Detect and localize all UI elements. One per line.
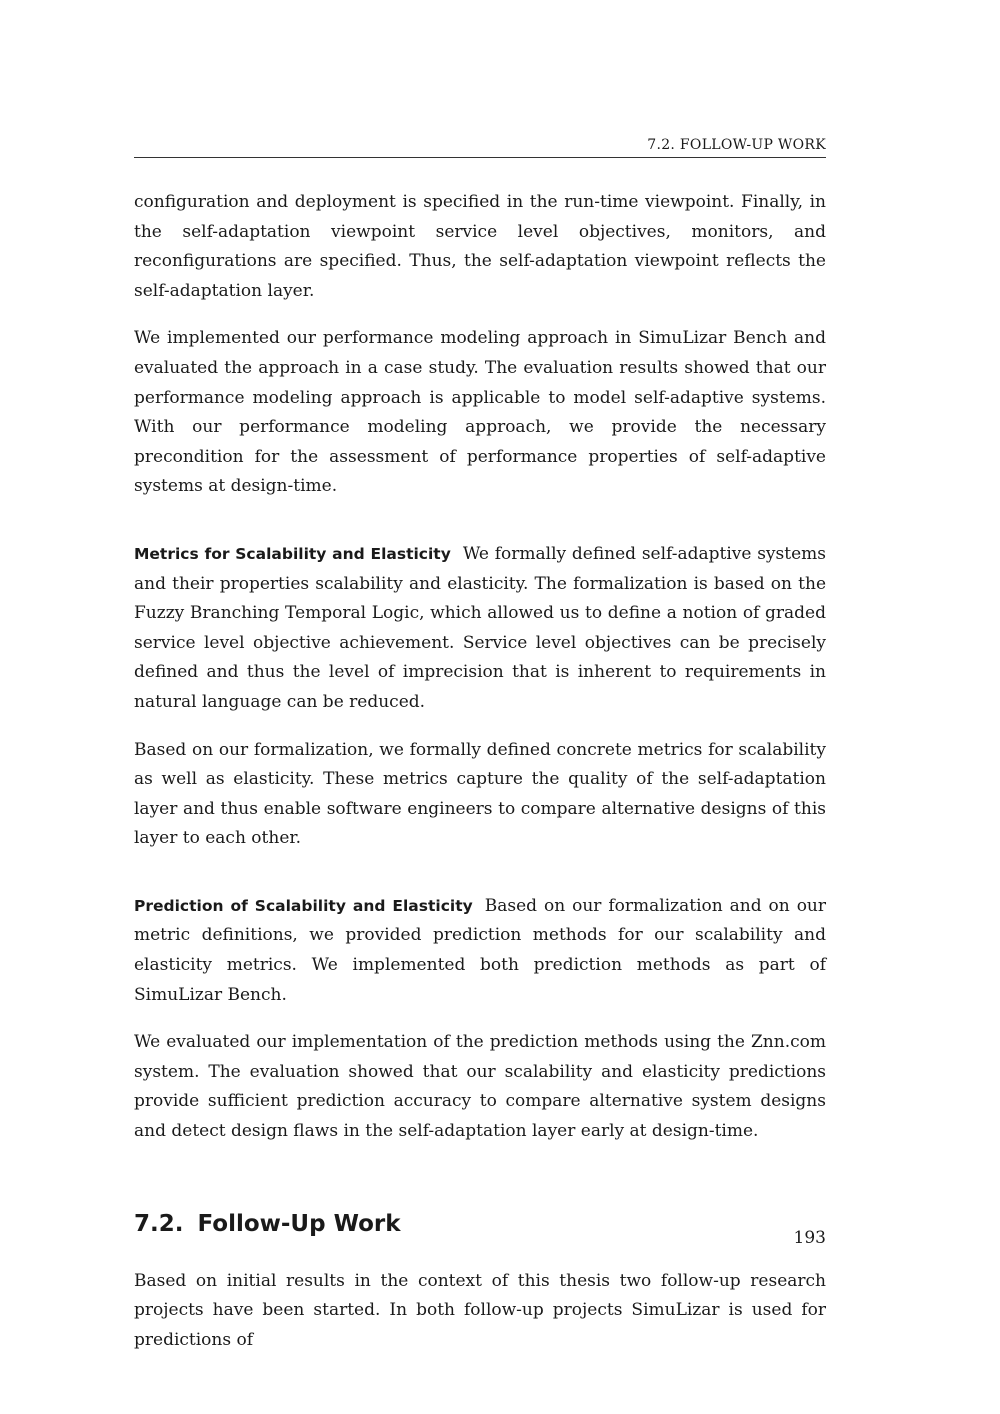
prediction-run-in-heading: Prediction of Scalability and Elasticity: [134, 896, 473, 915]
body-paragraph: We implemented our performance modeling approach in SimuLizar Bench and evaluated the approach in a case study. The evaluation results showed that our performance modeling approach is applicable to model self-adaptive systems. With our performance modeling approach, we provide the necessary precondition for the assessment of performance properties of self-adaptive systems at design-time.: [134, 328, 826, 497]
running-header-title: 7.2. FOLLOW-UP WORK: [647, 137, 826, 153]
body-paragraph: Based on our formalization, we formally defined concrete metrics for scalability as well as elasticity. These metrics capture the quality of the self-adaptation layer and thus enable software engineers to compare alternative designs of this layer to each other.: [134, 739, 826, 849]
section-heading: [134, 1209, 826, 1239]
section-number: 7.2.: [134, 1210, 184, 1237]
metrics-paragraph: [134, 540, 826, 718]
body-paragraph: configuration and deployment is specified in the run-time viewpoint. Finally, in the self-adaptation viewpoint service level objectives, monitors, and reconfigurations are specified. Thus, the self-adaptation viewpoint reflects the self-adaptation layer.: [134, 192, 826, 301]
page-body: [134, 188, 826, 1355]
body-paragraph: We evaluated our implementation of the prediction methods using the Znn.com system. The evaluation showed that our scalability and elasticity predictions provide sufficient prediction accuracy to compare alternative system designs and detect design flaws in the self-adaptation layer early at design-time.: [134, 1032, 826, 1142]
prediction-paragraph: [134, 892, 826, 1010]
metrics-paragraph-text: We formally defined self-adaptive systems and their properties scalability and elasticity. The formalization is based on the Fuzzy Branching Temporal Logic, which allowed us to define a notion of graded service level objective achievement. Service level objectives can be precisely defined and thus the level of imprecision that is inherent to requirements in natural language can be reduced.: [134, 543, 826, 712]
body-paragraph: Based on initial results in the context of this thesis two follow-up research projects have been started. In both follow-up projects SimuLizar is used for predictions of: [134, 1270, 826, 1350]
running-header: [134, 136, 826, 158]
section-title: Follow-Up Work: [197, 1210, 401, 1237]
page-number: 193: [793, 1228, 826, 1248]
prediction-paragraph-text: Based on our formalization and on our metric definitions, we provided prediction methods for our scalability and elasticity metrics. We implemented both prediction methods as part of SimuLizar Bench.: [134, 895, 827, 1005]
metrics-run-in-heading: Metrics for Scalability and Elasticity: [134, 544, 451, 563]
